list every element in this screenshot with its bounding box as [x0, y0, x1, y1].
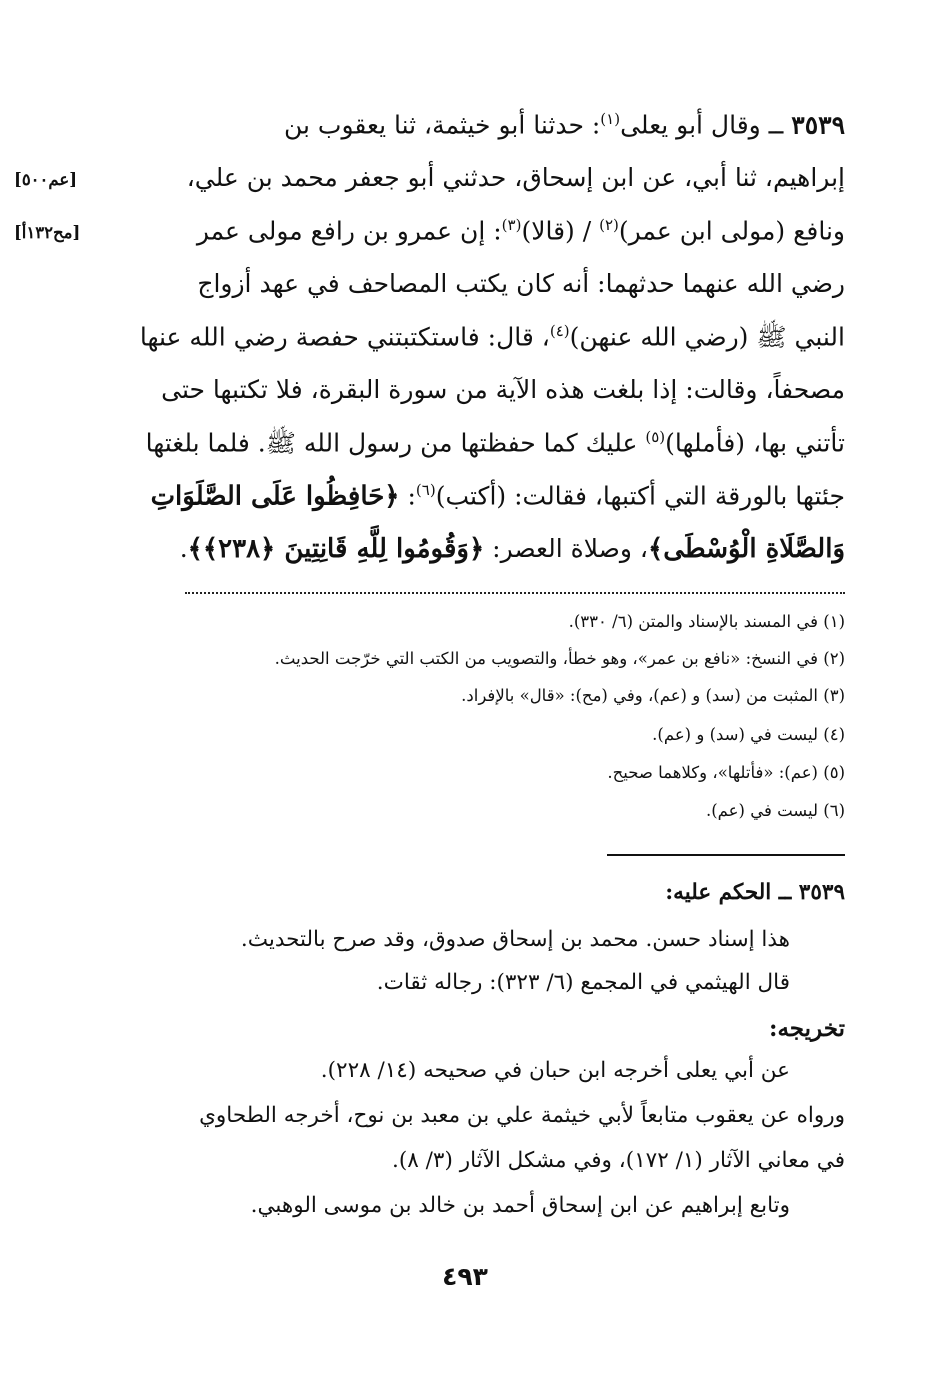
verdict-heading: ٣٥٣٩ ــ الحكم عليه:	[665, 880, 845, 905]
footnote-1: (١) في المسند بالإسناد والمتن (٦/ ٣٣٠).	[568, 612, 845, 631]
hadith-line-9: وَالصَّلَاةِ الْوُسْطَى﴾، وصلاة العصر: ﴿وَقُومُوا لِلَّهِ قَانِتِينَ ﴿٢٣٨﴾﴾.	[179, 534, 845, 564]
footnote-separator	[185, 592, 845, 594]
takhrij-heading: تخريجه:	[768, 1015, 845, 1042]
hadith-line-8: جئتها بالورقة التي أكتبها، فقالت: (أكتب)$^{(٦)}$: ﴿حَافِظُوا عَلَى الصَّلَوَاتِ	[150, 481, 845, 512]
hadith-line-2: إبراهيم، ثنا أبي، عن ابن إسحاق، حدثني أبو جعفر محمد بن علي،	[186, 163, 845, 192]
footnote-6: (٦) ليست في (عم).	[706, 801, 845, 820]
footnote-3: (٣) المثبت من (سد) و (عم)، وفي (مح): «قال» بالإفراد.	[461, 686, 845, 705]
takhrij-line-3: في معاني الآثار (١/ ١٧٢)، وفي مشكل الآثار (٣/ ٨).	[392, 1148, 845, 1173]
hadith-line-1: ٣٥٣٩ ــ وقال أبو يعلى$^{(١)}$: حدثنا أبو خيثمة، ثنا يعقوب بن	[283, 110, 845, 140]
verdict-line-2: قال الهيثمي في المجمع (٦/ ٣٢٣): رجاله ثقات.	[376, 970, 790, 995]
verdict-line-1: هذا إسناد حسن. محمد بن إسحاق صدوق، وقد صرح بالتحديث.	[240, 927, 790, 952]
margin-note-1: [عم٥٠٠]	[14, 170, 78, 189]
hadith-line-4: رضي الله عنهما حدثهما: أنه كان يكتب المصاحف في عهد أزواج	[197, 269, 845, 298]
page-number: ٤٩٣	[442, 1262, 488, 1291]
takhrij-line-4: وتابع إبراهيم عن ابن إسحاق أحمد بن خالد بن موسى الوهبي.	[250, 1193, 790, 1218]
footnote-4: (٤) ليست في (سد) و (عم).	[652, 725, 845, 744]
footnote-5: (٥) (عم): «فأتلها»، وكلاهما صحيح.	[607, 763, 845, 782]
section-separator	[607, 854, 845, 856]
footnote-2: (٢) في النسخ: «نافع بن عمر»، وهو خطأ، والتصويب من الكتب التي خرّجت الحديث.	[274, 649, 845, 668]
margin-note-2: [مح١٣٢أ]	[14, 223, 81, 242]
takhrij-line-1: عن أبي يعلى أخرجه ابن حبان في صحيحه (١٤/ ٢٢٨).	[320, 1058, 790, 1083]
takhrij-line-2: ورواه عن يعقوب متابعاً لأبي خيثمة علي بن معبد بن نوح، أخرجه الطحاوي	[199, 1103, 845, 1128]
hadith-line-6: مصحفاً، وقالت: إذا بلغت هذه الآية من سورة البقرة، فلا تكتبها حتى	[161, 375, 845, 404]
hadith-line-7: تأتني بها، (فأملها)$^{(٥)}$ عليك كما حفظتها من رسول الله ﷺ. فلما بلغتها	[145, 428, 845, 458]
hadith-line-3: ونافع (مولى ابن عمر)$^{(٢)}$ / (قالا)$^{(٣)}$: إن عمرو بن رافع مولى عمر	[196, 216, 845, 246]
hadith-line-5: النبي ﷺ (رضي الله عنهن)$^{(٤)}$، قال: فاستكتبتني حفصة رضي الله عنها	[139, 322, 845, 352]
